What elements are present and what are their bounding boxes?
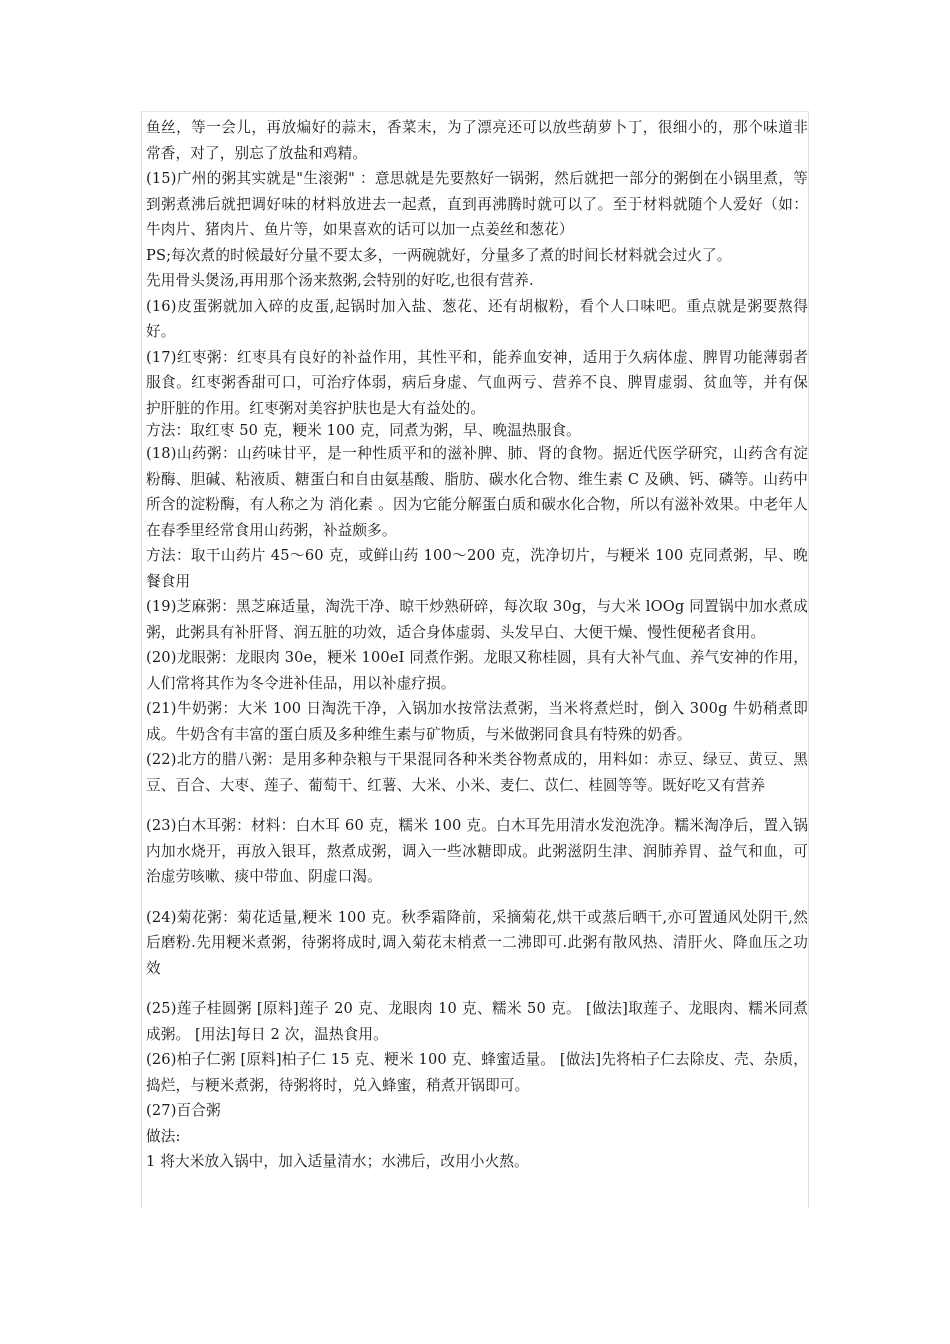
paragraph-p03: PS;每次煮的时候最好分量不要太多，一两碗就好，分量多了煮的时间长材料就会过火了。 [146,246,732,264]
paragraph-p19: 做法: [146,1127,181,1145]
paragraph-p14: (23)白木耳粥：材料：白木耳 60 克，糯米 100 克。白木耳先用清水发泡洗净。糯米淘净后，置入锅内加水烧开，再放入银耳，熬煮成粥，调入一些冰糖即成。此粥滋阴生津、润肺养胃、益气和血，可治虚劳咳嗽、痰中带血、阴虚口渴。 [146,817,808,885]
paragraph-gap [146,981,808,996]
paragraph-p08: (18)山药粥：山药味甘平，是一种性质平和的滋补脾、肺、肾的食物。据近代医学研究，山药含有淀粉酶、胆碱、粘液质、糖蛋白和自由氨基酸、脂肪、碳水化合物、维生素 C 及碘、钙、磷等。山药中所含的淀粉酶，有人称之为 消化素 。因为它能分解蛋白质和碳水化合物，所以有滋补效果。中老年人在春季里经常食用山药粥，补益颇多。 [146,445,808,539]
paragraph-p11: (20)龙眼粥：龙眼肉 30e，粳米 100eI 同煮作粥。龙眼又称桂圆，具有大补气血、养气安神的作用，人们常将其作为冬令进补佳品，用以补虚疗损。 [146,649,808,692]
paragraph-p18: (27)百合粥 [146,1102,221,1119]
paragraph-p13: (22)北方的腊八粥：是用多种杂粮与干果混同各种米类谷物煮成的，用料如：赤豆、绿豆、黄豆、黑豆、百合、大枣、莲子、葡萄干、红薯、大米、小米、麦仁、苡仁、桂圆等等。既好吃又有营养 [146,751,808,794]
paragraph-p07: 方法：取红枣 50 克，粳米 100 克，同煮为粥，早、晚温热服食。 [146,422,581,439]
paragraph-p16: (25)莲子桂圆粥 [原料]莲子 20 克、龙眼肉 10 克、糯米 50 克。 [做法]取莲子、龙眼肉、糯米同煮成粥。 [用法]每日 2 次，温热食用。 [146,1000,808,1043]
paragraph-p04: 先用骨头煲汤,再用那个汤来熬粥,会特别的好吃,也很有营养. [146,272,534,289]
paragraph-p10: (19)芝麻粥：黑芝麻适量，淘洗干净、晾干炒熟研碎，每次取 30g，与大米 lOOg 同置锅中加水煮成粥，此粥具有补肝肾、润五脏的功效，适合身体虚弱、头发早白、大便干燥、慢性便秘者食用。 [146,598,808,641]
paragraph-p12: (21)牛奶粥：大米 100 日淘洗干净，入锅加水按常法煮粥，当米将煮烂时，倒入 300g 牛奶稍煮即成。牛奶含有丰富的蛋白质及多种维生素与矿物质，与米做粥同食具有特殊的奶香。 [146,700,808,743]
paragraph-p15: (24)菊花粥：菊花适量,粳米 100 克。秋季霜降前，采摘菊花,烘干或蒸后晒干,亦可置通风处阴干,然后磨粉.先用粳米煮粥，待粥将成时,调入菊花末梢煮一二沸即可.此粥有散风热、清肝火、降血压之功效 [146,908,808,977]
paragraph-p02: (15)广州的粥其实就是"生滚粥" ：意思就是先要熬好一锅粥，然后就把一部分的粥倒在小锅里煮，等到粥煮沸后就把调好味的材料放进去一起煮，直到再沸腾时就可以了。至于材料就随个人爱好（如：牛肉片、猪肉片、鱼片等，如果喜欢的话可以加一点姜丝和葱花） [146,170,808,238]
document-page [141,111,809,1208]
paragraph-p20: 1 将大米放入锅中，加入适量清水；水沸后，改用小火熬。 [146,1153,529,1170]
paragraph-p01: 鱼丝，等一会儿，再放煸好的蒜末，香菜末，为了漂亮还可以放些葫萝卜丁，很细小的，那个味道非常香，对了，别忘了放盐和鸡精。 [146,119,808,162]
paragraph-p06: (17)红枣粥：红枣具有良好的补益作用，其性平和，能养血安神，适用于久病体虚、脾胃功能薄弱者服食。红枣粥香甜可口，可治疗体弱，病后身虚、气血两亏、营养不良、脾胃虚弱、贫血等，并有保护肝脏的作用。红枣粥对美容护肤也是大有益处的。 [146,348,808,417]
paragraph-gap [146,798,808,813]
paragraph-p17: (26)柏子仁粥 [原料]柏子仁 15 克、粳米 100 克、蜂蜜适量。 [做法]先将柏子仁去除皮、壳、杂质，捣烂，与粳米煮粥，待粥将时，兑入蜂蜜，稍煮开锅即可。 [146,1051,808,1094]
paragraph-gap [146,890,808,905]
paragraph-p09: 方法：取干山药片 45～60 克，或鲜山药 100～200 克，洗净切片，与粳米 100 克同煮粥，早、晚餐食用 [146,547,808,590]
paragraph-p05: (16)皮蛋粥就加入碎的皮蛋,起锅时加入盐、葱花、还有胡椒粉，看个人口味吧。重点就是粥要熬得好。 [146,297,808,340]
